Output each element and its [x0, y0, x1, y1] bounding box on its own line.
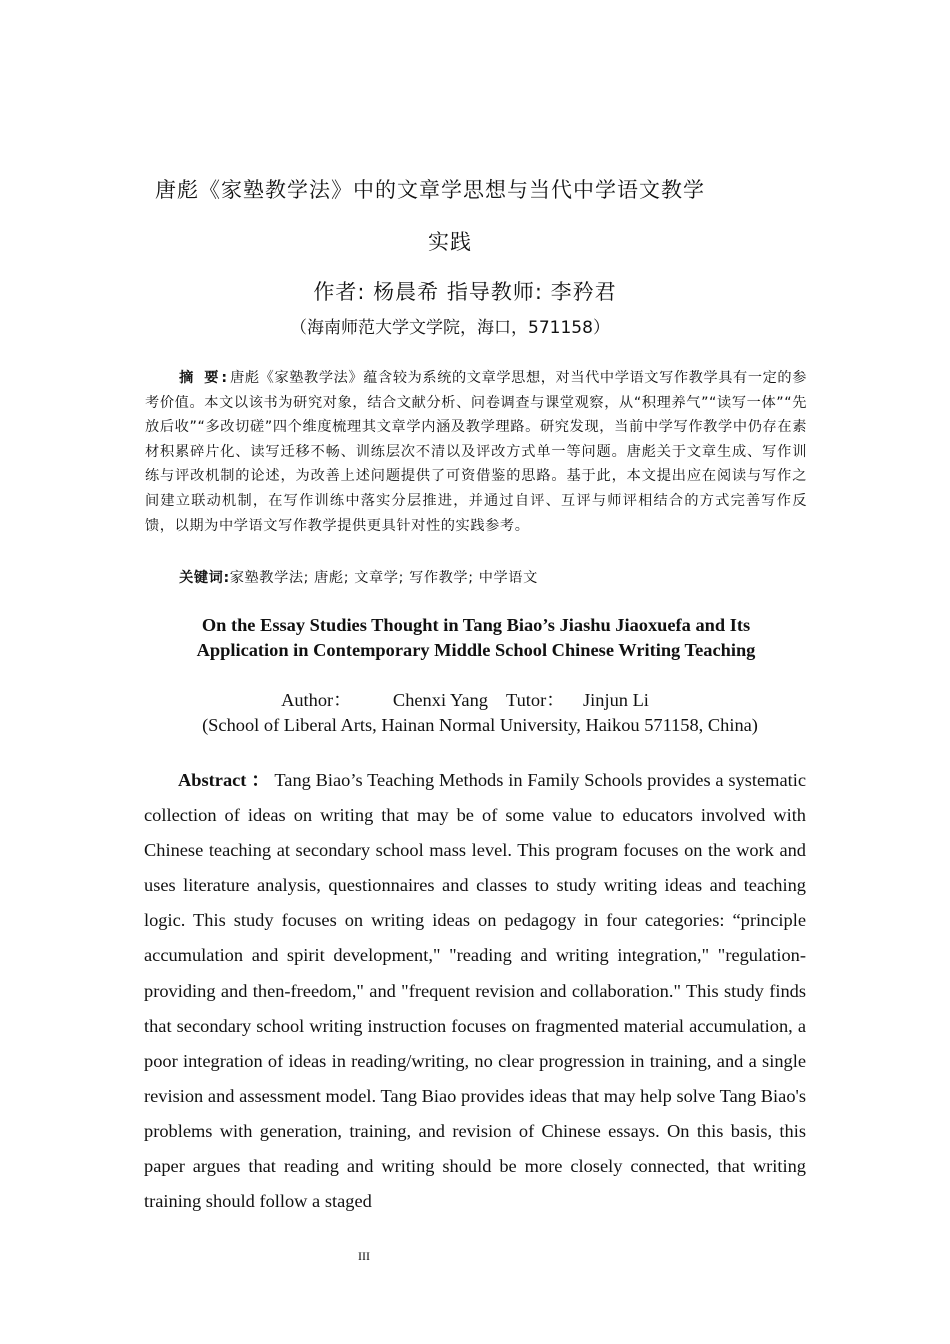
- english-affiliation: (School of Liberal Arts, Hainan Normal University, Haikou 571158, China): [202, 715, 758, 735]
- chinese-abstract: [145, 366, 807, 538]
- chinese-title-line-1: 唐彪《家塾教学法》中的文章学思想与当代中学语文教学: [155, 178, 705, 202]
- chinese-author-line: 作者: 杨晨希 指导教师: 李矜君: [313, 280, 617, 304]
- chinese-keywords-label: 关键词:: [179, 570, 230, 586]
- page-number: III: [358, 1249, 370, 1263]
- chinese-abstract-text: 唐彪《家塾教学法》蕴含较为系统的文章学思想，对当代中学语文写作教学具有一定的参考价值。本文以该书为研究对象，结合文献分析、问卷调查与课堂观察，从“积理养气”“读写一体”“先放后收”“多改切磋”四个维度梳理其文章学内涵及教学理路。研究发现，当前中学写作教学中仍存在素材积累碎片化、读写迁移不畅、训练层次不清以及评改方式单一等问题。唐彪关于文章生成、写作训练与评改机制的论述，为改善上述问题提供了可资借鉴的思路。基于此，本文提出应在阅读与写作之间建立联动机制，在写作训练中落实分层推进，并通过自评、互评与师评相结合的方式完善写作反馈，以期为中学语文写作教学提供更具针对性的实践参考。: [145, 370, 807, 534]
- english-abstract: [144, 763, 806, 1219]
- chinese-abstract-label: 摘 要:: [179, 370, 231, 386]
- english-title: [0, 613, 950, 663]
- chinese-affiliation: （海南师范大学文学院，海口，571158）: [290, 318, 610, 338]
- chinese-keywords-text: 家塾教学法; 唐彪; 文章学; 写作教学; 中学语文: [229, 570, 538, 586]
- english-abstract-label: Abstract ：: [178, 770, 270, 790]
- english-title-line-2: Application in Contemporary Middle School Chinese Writing Teaching: [196, 640, 756, 660]
- chinese-title-line-2: 实践: [428, 230, 472, 254]
- chinese-keywords: [145, 566, 807, 590]
- english-title-line-1: On the Essay Studies Thought in Tang Biao’s Jiashu Jiaoxuefa and Its: [201, 615, 751, 635]
- english-author-line: Author： Chenxi Yang Tutor： Jinjun Li: [281, 690, 649, 710]
- english-abstract-text: Tang Biao’s Teaching Methods in Family Schools provides a systematic collection of ideas on writing that may be of some value to educators involved with Chinese teaching at secondary school mass level. This program focuses on the work and uses literature analysis, questionnaires and classes to study writing ideas and teaching logic. This study focuses on writing ideas on pedagogy in four categories: “principle accumulation and spirit development," "reading and writing integration," "regulation-providing and then-freedom," and "frequent revision and collaboration." This study finds that secondary school writing instruction focuses on fragmented material accumulation, a poor integration of ideas in reading/writing, no clear progression in training, and a single revision and assessment model. Tang Biao provides ideas that may help solve Tang Biao's problems with generation, training, and revision of Chinese essays. On this basis, this paper argues that reading and writing should be more closely connected, that writing training should follow a staged: [144, 770, 807, 1212]
